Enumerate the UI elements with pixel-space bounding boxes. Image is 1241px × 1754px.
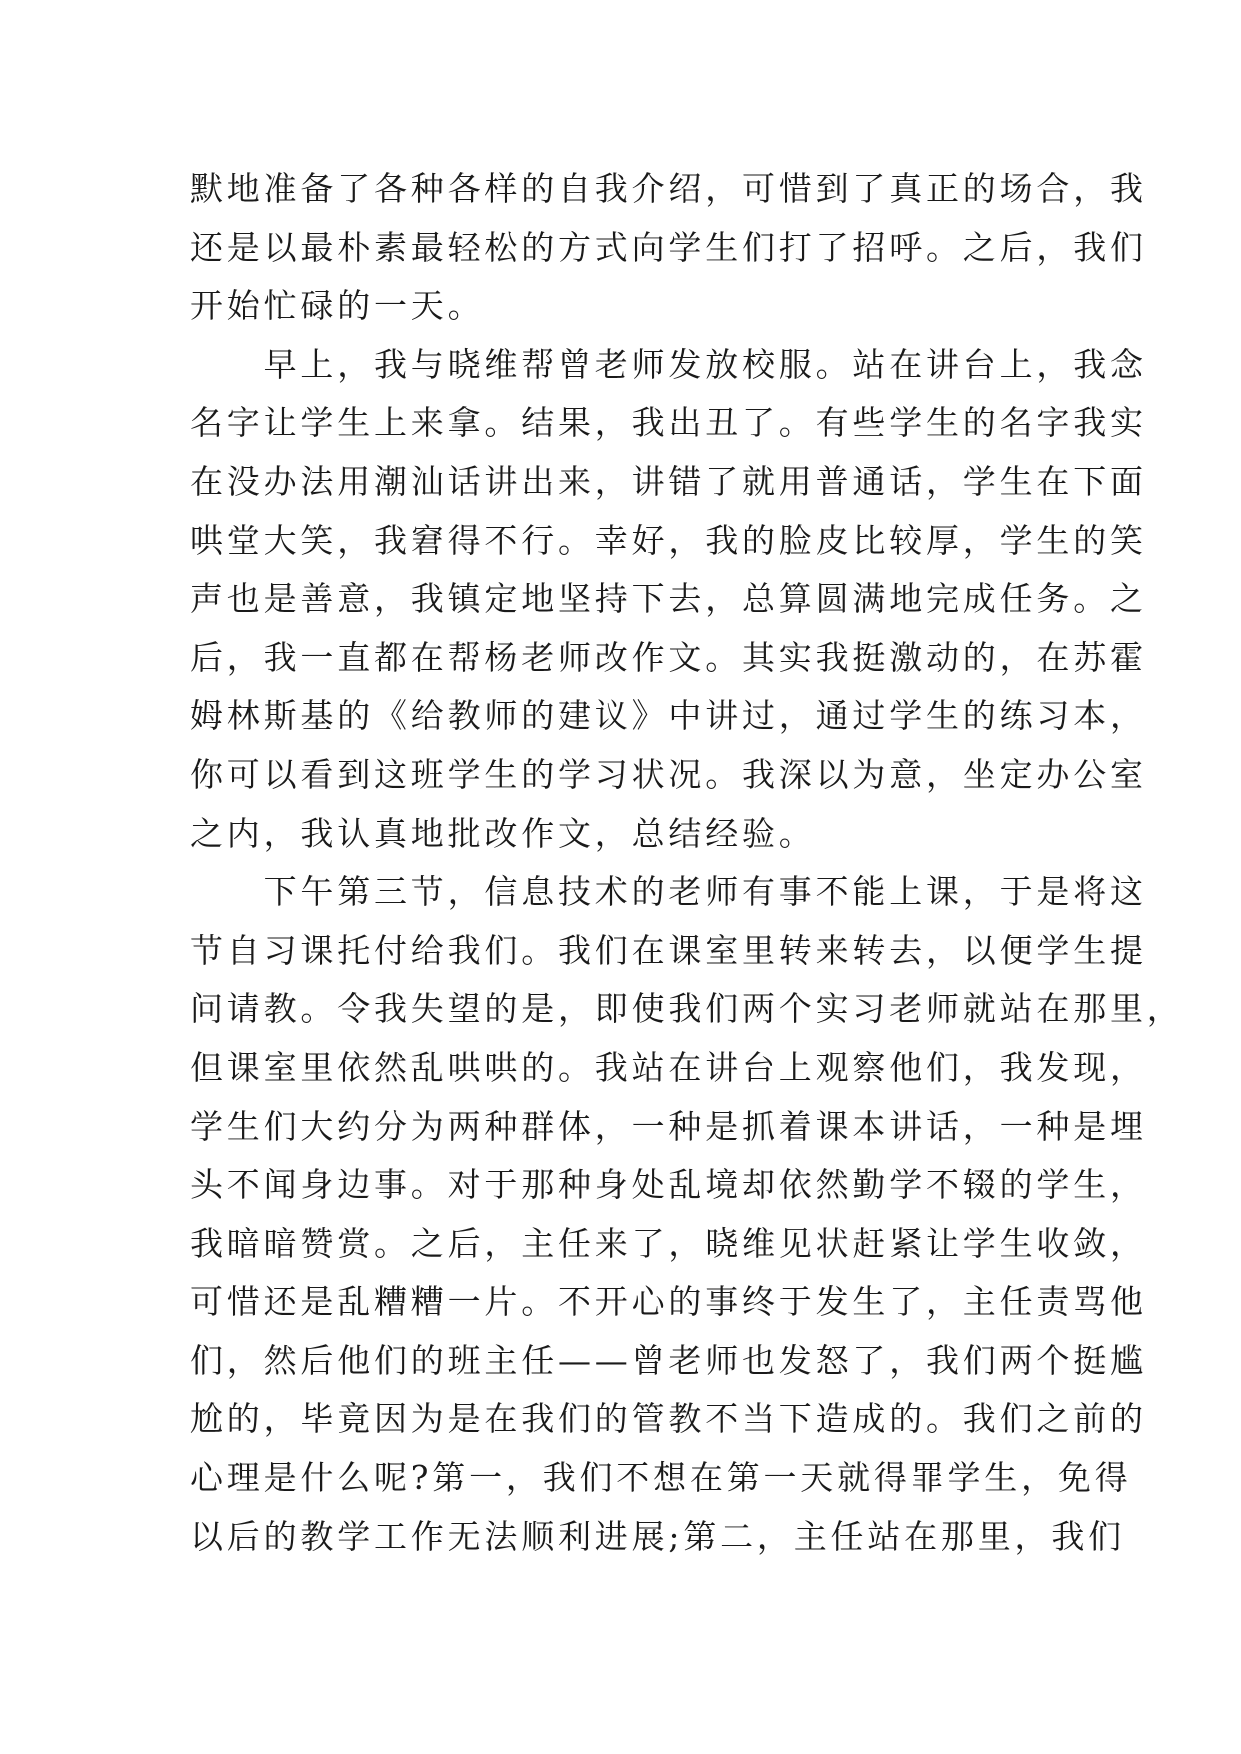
text-line: 我暗暗赞赏。之后，主任来了，晓维见状赶紧让学生收敛， <box>190 1223 1147 1263</box>
text-line: 后，我一直都在帮杨老师改作文。其实我挺激动的，在苏霍 <box>190 637 1147 677</box>
text-line: 开始忙碌的一天。 <box>190 286 485 326</box>
text-line: 还是以最朴素最轻松的方式向学生们打了招呼。之后，我们 <box>190 227 1147 267</box>
text-line: 可惜还是乱糟糟一片。不开心的事终于发生了，主任责骂他 <box>190 1282 1147 1322</box>
text-line: 尬的，毕竟因为是在我们的管教不当下造成的。我们之前的 <box>190 1399 1147 1439</box>
text-line: 以后的教学工作无法顺利进展;第二，主任站在那里，我们 <box>190 1516 1125 1556</box>
body-text <box>190 160 1184 1566</box>
text-line: 你可以看到这班学生的学习状况。我深以为意，坐定办公室 <box>190 754 1147 794</box>
text-line: 但课室里依然乱哄哄的。我站在讲台上观察他们，我发现， <box>190 1047 1147 1087</box>
text-line: 声也是善意，我镇定地坚持下去，总算圆满地完成任务。之 <box>190 579 1147 619</box>
text-line: 头不闻身边事。对于那种身处乱境却依然勤学不辍的学生， <box>190 1165 1147 1205</box>
text-line: 们，然后他们的班主任——曾老师也发怒了，我们两个挺尴 <box>190 1340 1147 1380</box>
text-line: 姆林斯基的《给教师的建议》中讲过，通过学生的练习本， <box>190 696 1147 736</box>
text-line: 学生们大约分为两种群体，一种是抓着课本讲话，一种是埋 <box>190 1106 1147 1146</box>
text-line: 名字让学生上来拿。结果，我出丑了。有些学生的名字我实 <box>190 403 1147 443</box>
text-line: 节自习课托付给我们。我们在课室里转来转去，以便学生提 <box>190 930 1147 970</box>
text-line: 在没办法用潮汕话讲出来，讲错了就用普通话，学生在下面 <box>190 461 1147 501</box>
text-line: 早上，我与晓维帮曾老师发放校服。站在讲台上，我念 <box>190 344 1147 384</box>
text-line: 哄堂大笑，我窘得不行。幸好，我的脸皮比较厚，学生的笑 <box>190 520 1147 560</box>
text-line: 问请教。令我失望的是，即使我们两个实习老师就站在那里， <box>190 989 1184 1029</box>
text-line: 之内，我认真地批改作文，总结经验。 <box>190 813 816 853</box>
text-line: 下午第三节，信息技术的老师有事不能上课，于是将这 <box>190 872 1147 912</box>
text-line: 心理是什么呢?第一，我们不想在第一天就得罪学生，免得 <box>190 1458 1132 1498</box>
text-line: 默地准备了各种各样的自我介绍，可惜到了真正的场合，我 <box>190 169 1147 208</box>
